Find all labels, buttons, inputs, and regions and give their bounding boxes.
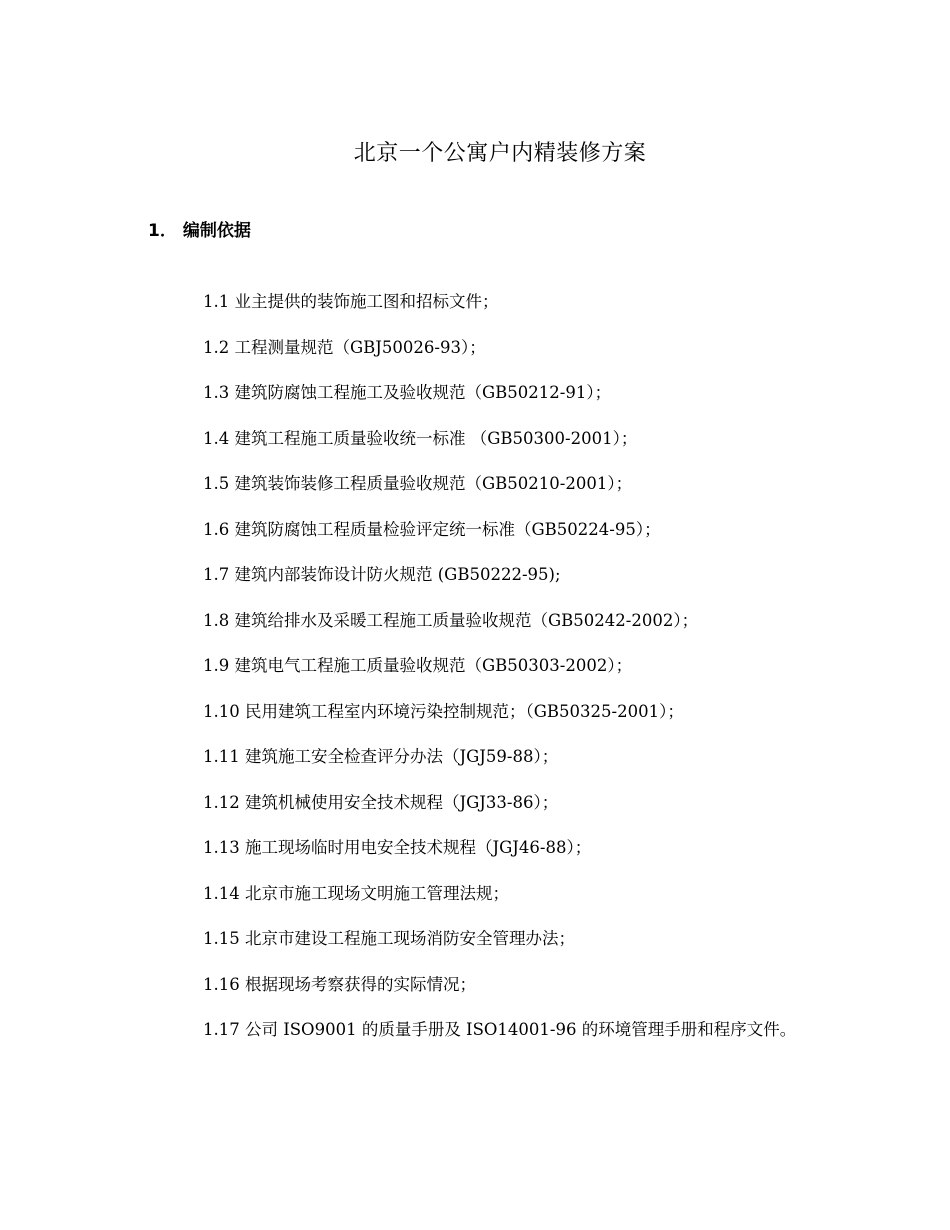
list-item: 1.1 业主提供的装饰施工图和招标文件； (203, 292, 499, 311)
list-item: 1.3 建筑防腐蚀工程施工及验收规范（GB50212-91）； (203, 383, 612, 402)
list-item: 1.5 建筑装饰装修工程质量验收规范（GB50210-2001）； (203, 474, 633, 493)
list-item: 1.8 建筑给排水及采暖工程施工质量验收规范（GB50242-2002）； (203, 610, 699, 630)
basis-list (203, 288, 923, 1062)
list-item: 1.11 建筑施工安全检查评分办法（JGJ59-88）； (203, 747, 559, 766)
list-item: 1.12 建筑机械使用安全技术规程（JGJ33-86）； (203, 792, 559, 812)
list-item: 1.4 建筑工程施工质量验收统一标准 （GB50300-2001）； (203, 428, 638, 448)
list-item: 1.2 工程测量规范（GBJ50026-93）； (203, 337, 486, 357)
section-heading-text: 编制依据 (182, 221, 251, 241)
list-item: 1.16 根据现场考察获得的实际情况； (203, 974, 476, 994)
list-item: 1.13 施工现场临时用电安全技术规程（JGJ46-88）； (203, 838, 592, 857)
list-item: 1.7 建筑内部装饰设计防火规范 (GB50222-95); (203, 565, 561, 584)
section-number: 1． (148, 221, 177, 241)
list-item: 1.9 建筑电气工程施工质量验收规范（GB50303-2002）； (203, 656, 633, 675)
list-item: 1.6 建筑防腐蚀工程质量检验评定统一标准（GB50224-95）； (203, 519, 661, 539)
list-item: 1.14 北京市施工现场文明施工管理法规； (203, 883, 509, 903)
document-title: 北京一个公寓户内精装修方案 (353, 141, 647, 166)
list-item: 1.10 民用建筑工程室内环境污染控制规范；（GB50325-2001）； (203, 701, 684, 721)
section-heading (148, 218, 251, 244)
list-item: 1.15 北京市建设工程施工现场消防安全管理办法； (203, 929, 575, 948)
list-item: 1.17 公司 ISO9001 的质量手册及 ISO14001-96 的环境管理手册和程序文件。 (203, 1020, 797, 1039)
